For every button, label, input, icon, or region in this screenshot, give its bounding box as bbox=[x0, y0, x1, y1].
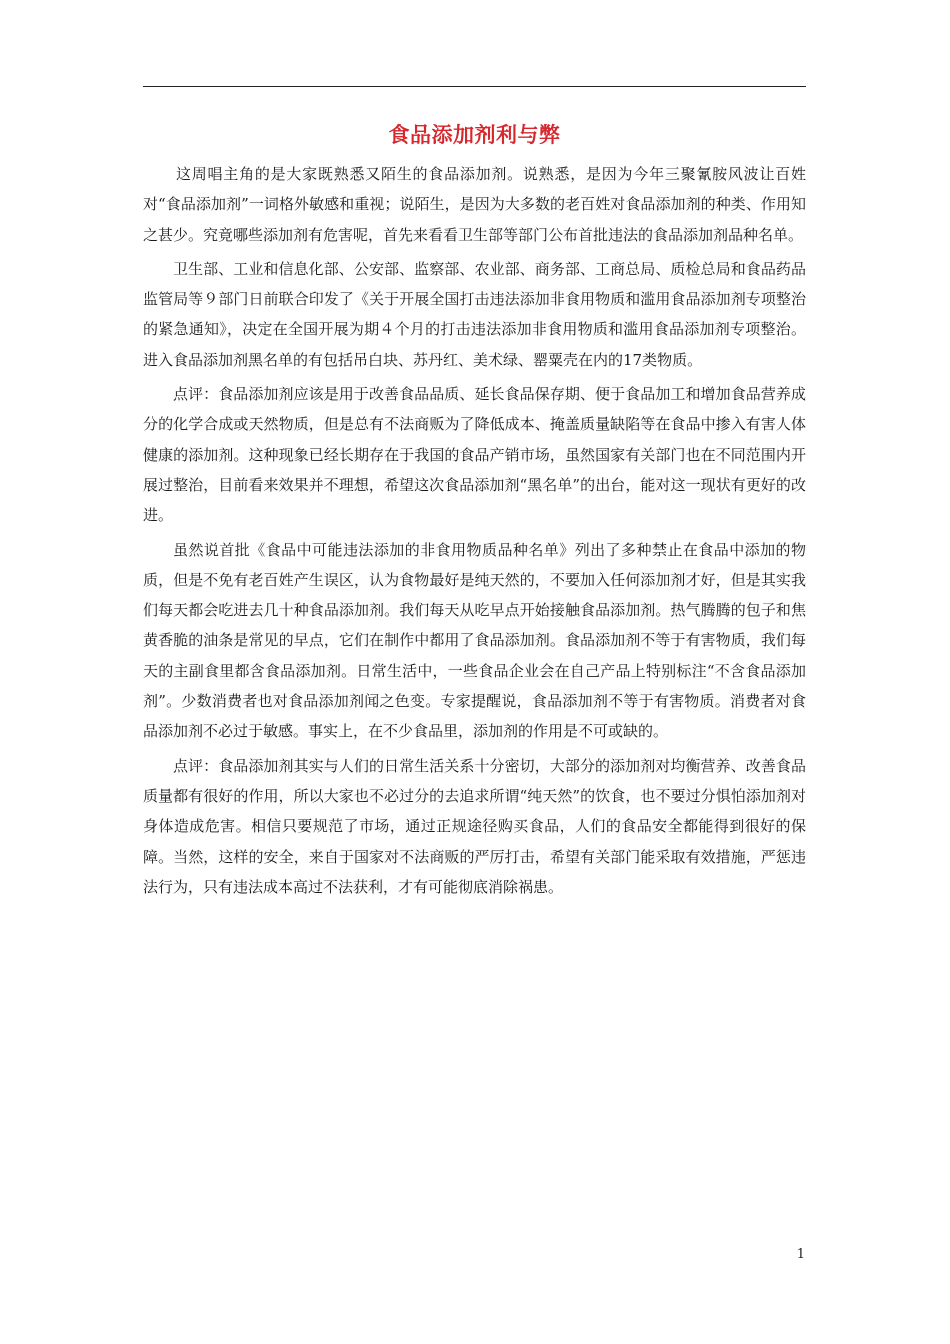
document-body bbox=[143, 159, 806, 902]
paragraph-commentary-1: 点评：食品添加剂应该是用于改善食品品质、延长食品保存期、便于食品加工和增加食品营养成分的化学合成或天然物质，但是总有不法商贩为了降低成本、掩盖质量缺陷等在食品中掺入有害人体健康的添加剂。这种现象已经长期存在于我国的食品产销市场，虽然国家有关部门也在不同范围内开展过整治，目前看来效果并不理想，希望这次食品添加剂“黑名单”的出台，能对这一现状有更好的改进。 bbox=[143, 385, 806, 525]
page-number: 1 bbox=[796, 1247, 805, 1262]
header-rule bbox=[143, 86, 806, 87]
document-title: 食品添加剂利与弊 bbox=[388, 122, 561, 147]
paragraph-intro: 这周唱主角的是大家既熟悉又陌生的食品添加剂。说熟悉，是因为今年三聚氰胺风波让百姓对“食品添加剂”一词格外敏感和重视；说陌生，是因为大多数的老百姓对食品添加剂的种类、作用知之甚少。究竟哪些添加剂有危害呢，首先来看看卫生部等部门公布首批违法的食品添加剂品种名单。 bbox=[143, 165, 806, 244]
paragraph-departments-notice: 卫生部、工业和信息化部、公安部、监察部、农业部、商务部、工商总局、质检总局和食品药品监管局等９部门日前联合印发了《关于开展全国打击违法添加非食用物质和滥用食品添加剂专项整治的紧急通知》，决定在全国开展为期４个月的打击违法添加非食用物质和滥用食品添加剂专项整治。进入食品添加剂黑名单的有包括吊白块、苏丹红、美术绿、罂粟壳在内的17类物质。 bbox=[143, 259, 806, 369]
paragraph-commentary-2: 点评：食品添加剂其实与人们的日常生活关系十分密切，大部分的添加剂对均衡营养、改善食品质量都有很好的作用，所以大家也不必过分的去追求所谓“纯天然”的饮食，也不要过分惧怕添加剂对身体造成危害。相信只要规范了市场，通过正规途径购买食品，人们的食品安全都能得到很好的保障。当然，这样的安全，来自于国家对不法商贩的严厉打击，希望有关部门能采取有效措施，严惩违法行为，只有违法成本高过不法获利，才有可能彻底消除祸患。 bbox=[143, 756, 806, 896]
paragraph-misconceptions: 虽然说首批《食品中可能违法添加的非食用物质品种名单》列出了多种禁止在食品中添加的物质，但是不免有老百姓产生误区，认为食物最好是纯天然的，不要加入任何添加剂才好，但是其实我们每天都会吃进去几十种食品添加剂。我们每天从吃早点开始接触食品添加剂。热气腾腾的包子和焦黄香脆的油条是常见的早点，它们在制作中都用了食品添加剂。食品添加剂不等于有害物质，我们每天的主副食里都含食品添加剂。日常生活中，一些食品企业会在自己产品上特别标注“不含食品添加剂”。少数消费者也对食品添加剂闻之色变。专家提醒说，食品添加剂不等于有害物质。消费者对食品添加剂不必过于敏感。事实上，在不少食品里，添加剂的作用是不可或缺的。 bbox=[143, 540, 806, 741]
